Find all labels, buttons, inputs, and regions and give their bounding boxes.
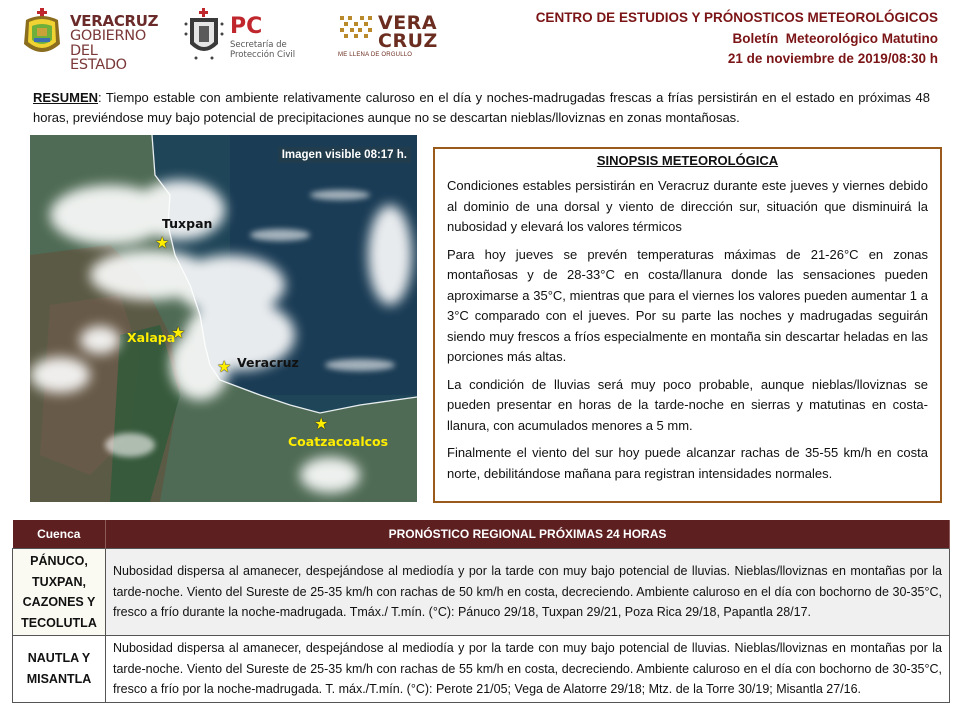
bulletin-subtitle: Boletín Meteorológico Matutino — [732, 30, 938, 46]
logo-pc-line2: Protección Civil — [230, 49, 296, 60]
forecast-table — [12, 520, 950, 703]
header-pronostico: PRONÓSTICO REGIONAL PRÓXIMAS 24 HORAS — [106, 520, 950, 549]
forecast-cell: Nubosidad dispersa al amanecer, despejándose al mediodía y por la tarde con muy bajo potencial de lluvias. Nieblas/lloviznas en montañas por la tarde-noche. Viento del Sureste de 25-35 km/h con rachas de 55 km/h en costa, decreciendo. Ambiente caluroso en el día con bochorno de 30-35°C, fresco a frío por la noche-madrugada. T. máx./T.mín. (°C): Perote 21/05; Vega de Alatorre 29/18; Mtz. de la Torre 30/19; Misantla 27/16. — [106, 636, 950, 703]
resumen-text: Tiempo estable con ambiente relativamente caluroso en el día y noches-madrugadas frescas a frías persistirán en el estado en próximas 48 horas, previéndose muy bajo potencial de precipitaciones aunque no se descartan nieblas/lloviznas en zonas montañosas. — [33, 90, 930, 125]
coat-of-arms-icon — [20, 8, 64, 60]
table-header-row — [13, 520, 950, 549]
cuenca-cell: PÁNUCO, TUXPAN, CAZONES Y TECOLUTLA — [13, 549, 106, 636]
satellite-time-label: Imagen visible 08:17 h. — [278, 147, 411, 163]
pattern-icon — [338, 14, 374, 44]
table-row — [13, 549, 950, 636]
forecast-cell: Nubosidad dispersa al amanecer, despejándose al mediodía y por la tarde con muy bajo potencial de lluvias. Nieblas/lloviznas en montañas por la tarde-noche. Viento del Sureste de 25-35 km/h con rachas de 50 km/h en costa, decreciendo. Ambiente caluroso en el día con bochorno de 30-35°C, fresco a frío durante la noche-madrugada. Tmáx./ T.mín. (°C): Pánuco 29/18, Tuxpan 29/21, Poza Rica 29/18, Papantla 28/17. — [106, 549, 950, 636]
star-icon: ★ — [171, 325, 186, 342]
city-label-xalapa: Xalapa — [127, 330, 176, 345]
star-icon: ★ — [155, 235, 170, 252]
city-label-veracruz: Veracruz — [237, 355, 299, 370]
star-icon: ★ — [217, 359, 232, 376]
cuenca-cell: NAUTLA Y MISANTLA — [13, 636, 106, 703]
logo-veracruz-orgullo — [338, 12, 438, 64]
logo-tagline: ME LLENA DE ORGULLO — [338, 52, 413, 58]
logo-proteccion-civil — [180, 8, 300, 60]
page-title: CENTRO DE ESTUDIOS Y PRÓNOSTICOS METEOROLÓGICOS — [535, 10, 938, 25]
logo-gobierno-line3: DEL ESTADO — [70, 42, 127, 73]
sinopsis-paragraph: La condición de lluvias será muy poco probable, aunque nieblas/lloviznas se pueden presentar en horas de la tarde-noche en sierras y matutinas en costa-llanura, con acumulados menores a 5 mm. — [447, 376, 928, 433]
sinopsis-paragraph: Condiciones estables persistirán en Veracruz durante este jueves y viernes debido al dominio de una dorsal y viento de dirección sur, situación que disminuirá la nubosidad y elevará los valores térmicos — [447, 178, 928, 234]
logo-cruz: CRUZ — [378, 30, 438, 53]
pc-shield-icon — [182, 8, 226, 62]
satellite-image — [30, 135, 417, 502]
sinopsis-paragraph: Para hoy jueves se prevén temperaturas máximas de 21-26°C en zonas montañosas y de 28-33°C en costa/llanura donde las sensaciones pueden aproximarse a 35°C, mientras que para el viernes los valores pueden aumentar 1 a 3°C comparado con el jueves. Por su parte las noches y madrugadas seguirán siendo muy frescos a fríos especialmente en montaña sin descartar heladas en las porciones más altas. — [447, 246, 928, 364]
resumen-label: RESUMEN — [33, 90, 99, 105]
city-label-tuxpan: Tuxpan — [162, 216, 213, 231]
sinopsis-title: SINOPSIS METEOROLÓGICA — [596, 153, 779, 168]
logo-pc-title: PC — [230, 14, 263, 39]
star-icon: ★ — [314, 416, 329, 433]
sinopsis-box — [433, 147, 942, 503]
sinopsis-paragraph: Finalmente el viento del sur hoy puede alcanzar rachas de 35-55 km/h en costa norte, debilitándose mañana para registran intensidades normales. — [447, 445, 928, 481]
logo-pc-line1: Secretaría de — [230, 40, 287, 50]
city-label-coatzacoalcos: Coatzacoalcos — [288, 434, 389, 449]
header-cuenca: Cuenca — [13, 520, 106, 549]
logo-gobierno-line1: VERACRUZ — [70, 12, 159, 30]
logo-gobierno-veracruz — [18, 8, 159, 73]
table-row — [13, 636, 950, 703]
resumen-section: RESUMEN: Tiempo estable con ambiente relativamente caluroso en el día y noches-madrugadas frescas a frías persistirán en el estado en próximas 48 horas, previéndose muy bajo potencial de precipitaciones aunque no se descartan nieblas/lloviznas en zonas montañosas. — [33, 90, 930, 125]
bulletin-date: 21 de noviembre de 2019/08:30 h — [727, 51, 938, 66]
logo-vera: VERA — [378, 12, 438, 34]
logo-gobierno-line2: GOBIERNO — [70, 28, 146, 44]
